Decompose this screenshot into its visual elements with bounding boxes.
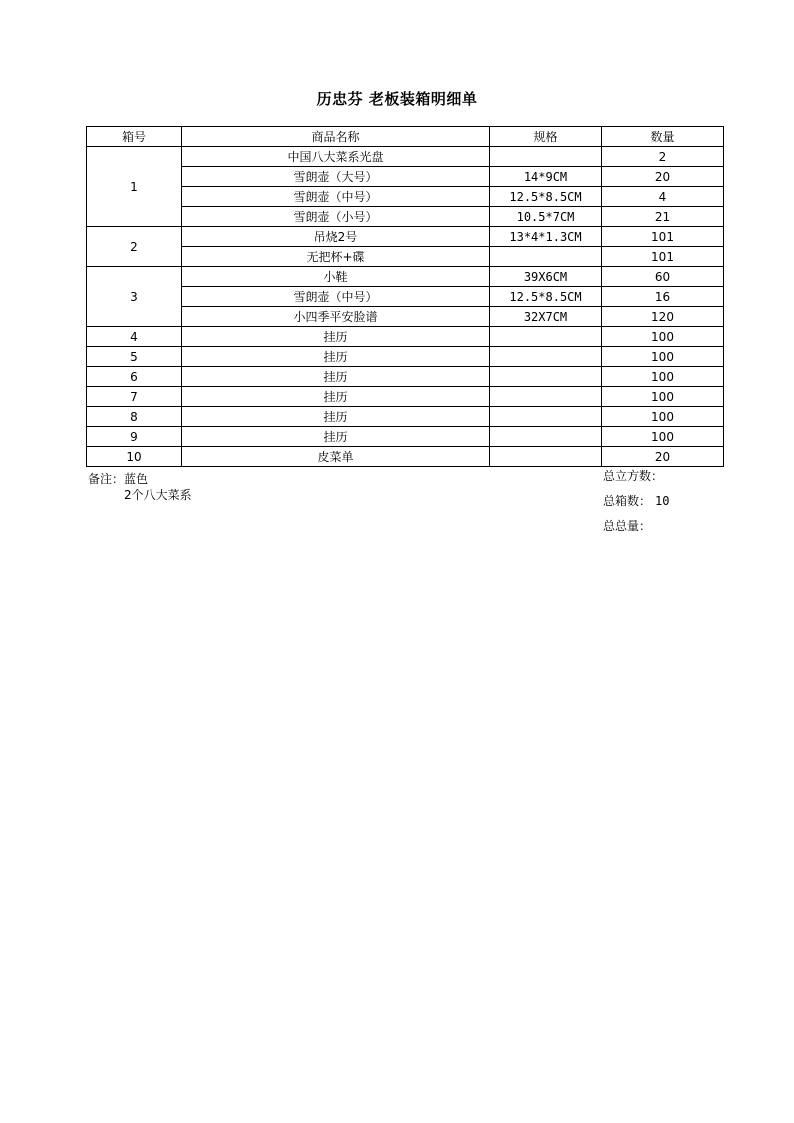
table-row xyxy=(87,227,724,247)
product-name-cell: 雪朗壶（中号） xyxy=(182,187,490,207)
product-name-cell: 皮菜单 xyxy=(182,447,490,467)
box-number-cell: 6 xyxy=(87,367,182,387)
spec-cell xyxy=(490,387,602,407)
box-number-cell: 8 xyxy=(87,407,182,427)
quantity-cell: 20 xyxy=(602,447,724,467)
spec-cell: 12.5*8.5CM xyxy=(490,187,602,207)
spec-cell: 10.5*7CM xyxy=(490,207,602,227)
table-row xyxy=(87,427,724,447)
product-name-cell: 中国八大菜系光盘 xyxy=(182,147,490,167)
spec-cell: 12.5*8.5CM xyxy=(490,287,602,307)
box-number-cell: 5 xyxy=(87,347,182,367)
total-boxes-label: 总箱数： xyxy=(603,494,652,508)
remarks-line-1 xyxy=(88,471,192,487)
table-row xyxy=(87,147,724,167)
product-name-cell: 无把杯+碟 xyxy=(182,247,490,267)
quantity-cell: 4 xyxy=(602,187,724,207)
total-weight-label: 总总量： xyxy=(603,519,652,533)
table-row xyxy=(87,447,724,467)
table-row xyxy=(87,267,724,287)
remarks-color: 蓝色 xyxy=(124,472,149,486)
table-row xyxy=(87,307,724,327)
spec-cell xyxy=(490,347,602,367)
spec-cell: 13*4*1.3CM xyxy=(490,227,602,247)
spec-cell xyxy=(490,367,602,387)
total-weight xyxy=(603,518,669,543)
product-name-cell: 小鞋 xyxy=(182,267,490,287)
spec-cell xyxy=(490,147,602,167)
document-title: 历忠芬 老板装箱明细单 xyxy=(316,90,478,108)
product-name-cell: 挂历 xyxy=(182,347,490,367)
box-number-cell: 3 xyxy=(87,267,182,327)
spec-cell: 39X6CM xyxy=(490,267,602,287)
spec-cell xyxy=(490,327,602,347)
table-row xyxy=(87,187,724,207)
table-row xyxy=(87,407,724,427)
spec-cell xyxy=(490,407,602,427)
product-name-cell: 挂历 xyxy=(182,387,490,407)
spec-cell xyxy=(490,427,602,447)
table-row xyxy=(87,167,724,187)
table-row xyxy=(87,367,724,387)
totals-summary xyxy=(603,468,669,543)
quantity-cell: 100 xyxy=(602,347,724,367)
header-product-name: 商品名称 xyxy=(182,127,490,147)
box-number-cell: 4 xyxy=(87,327,182,347)
quantity-cell: 100 xyxy=(602,407,724,427)
header-spec: 规格 xyxy=(490,127,602,147)
box-number-cell: 1 xyxy=(87,147,182,227)
quantity-cell: 120 xyxy=(602,307,724,327)
product-name-cell: 雪朗壶（小号） xyxy=(182,207,490,227)
quantity-cell: 100 xyxy=(602,367,724,387)
quantity-cell: 21 xyxy=(602,207,724,227)
quantity-cell: 100 xyxy=(602,387,724,407)
product-name-cell: 挂历 xyxy=(182,407,490,427)
quantity-cell: 16 xyxy=(602,287,724,307)
remarks-label: 备注： xyxy=(88,472,125,486)
table-row xyxy=(87,387,724,407)
header-box-number: 箱号 xyxy=(87,127,182,147)
packing-list-table xyxy=(86,126,724,467)
quantity-cell: 101 xyxy=(602,247,724,267)
total-boxes-value: 10 xyxy=(655,494,670,508)
box-number-cell: 10 xyxy=(87,447,182,467)
total-boxes xyxy=(603,493,669,518)
spec-cell: 32X7CM xyxy=(490,307,602,327)
box-number-cell: 2 xyxy=(87,227,182,267)
table-header-row xyxy=(87,127,724,147)
header-quantity: 数量 xyxy=(602,127,724,147)
table-row xyxy=(87,207,724,227)
product-name-cell: 吊烧2号 xyxy=(182,227,490,247)
table-row xyxy=(87,347,724,367)
quantity-cell: 60 xyxy=(602,267,724,287)
product-name-cell: 挂历 xyxy=(182,367,490,387)
product-name-cell: 雪朗壶（大号） xyxy=(182,167,490,187)
box-number-cell: 9 xyxy=(87,427,182,447)
table-body xyxy=(87,147,724,467)
product-name-cell: 雪朗壶（中号） xyxy=(182,287,490,307)
remarks xyxy=(88,471,192,503)
total-volume-label: 总立方数： xyxy=(603,469,664,483)
total-volume xyxy=(603,468,669,493)
spec-cell xyxy=(490,247,602,267)
spec-cell: 14*9CM xyxy=(490,167,602,187)
product-name-cell: 小四季平安脸谱 xyxy=(182,307,490,327)
quantity-cell: 20 xyxy=(602,167,724,187)
spec-cell xyxy=(490,447,602,467)
table-row xyxy=(87,287,724,307)
product-name-cell: 挂历 xyxy=(182,427,490,447)
table-row xyxy=(87,247,724,267)
remarks-line-2: 2个八大菜系 xyxy=(124,488,192,502)
quantity-cell: 100 xyxy=(602,427,724,447)
product-name-cell: 挂历 xyxy=(182,327,490,347)
box-number-cell: 7 xyxy=(87,387,182,407)
quantity-cell: 2 xyxy=(602,147,724,167)
table-row xyxy=(87,327,724,347)
quantity-cell: 101 xyxy=(602,227,724,247)
quantity-cell: 100 xyxy=(602,327,724,347)
